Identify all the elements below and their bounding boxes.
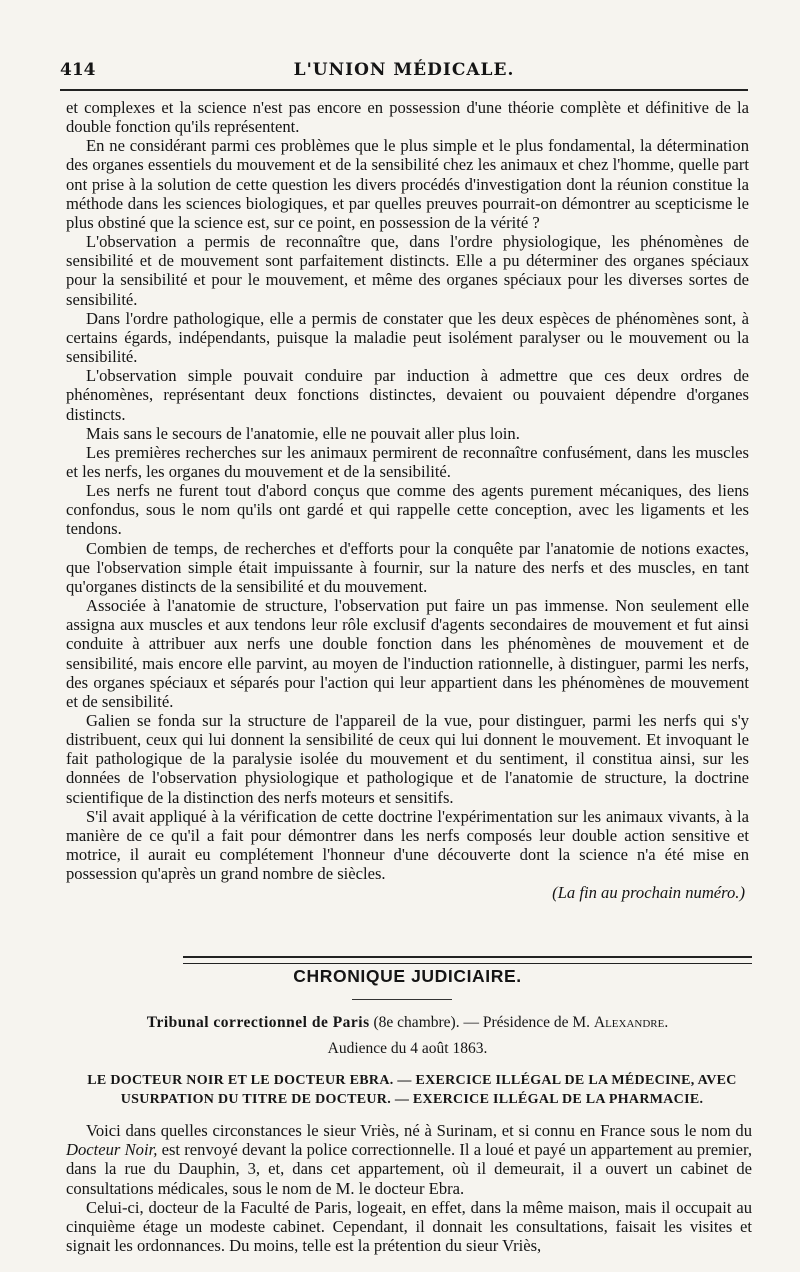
running-head bbox=[60, 56, 748, 86]
chronicle-body bbox=[66, 1121, 752, 1255]
case-heading-line: USURPATION DU TITRE DE DOCTEUR. — EXERCICE ILLÉGAL DE LA PHARMACIE. bbox=[120, 1092, 704, 1107]
hearing-date: Audience du 4 août 1863. bbox=[327, 1040, 488, 1057]
paragraph: Dans l'ordre pathologique, elle a permis de constater que les deux espèces de phénomènes sont, à certains égards, indépendants, puisque la maladie peut isolément paralyser ou le mouvement ou la sensibilité. bbox=[66, 308, 749, 367]
paragraph: Associée à l'anatomie de structure, l'observation put faire un pas immense. Non seulement elle assigna aux muscles et aux tendons leur rôle exclusif d'agents secondaires de mouvement et fut ainsi conduite à attribuer aux nerfs une double fonction dans les phénomènes de mouvement et de sensibilité, mais encore elle parvint, au moyen de l'induction rationnelle, à distinguer, parmi les nerfs, des organes spéciaux et séparés pour l'action qui leur appartient dans les phénomènes de mouvement et de sensibilité. bbox=[66, 596, 749, 711]
case-heading bbox=[72, 1071, 752, 1109]
paragraph bbox=[66, 1121, 752, 1198]
paragraph: S'il avait appliqué à la vérification de cette doctrine l'expérimentation sur les animaux vivants, à la manière de ce qu'il a fait pour démontrer dans les nerfs composés leur double action sensitive et motrice, il aurait eu complétement l'honneur d'une découverte dont la science n'a été mise en possession qu'après un grand nombre de siècles. bbox=[66, 806, 749, 884]
paragraph: Combien de temps, de recherches et d'efforts pour la conquête par l'anatomie de notions exactes, que l'observation simple était impuissante à fournir, sur la nature des nerfs et des muscles, en tant qu'organes distincts de la sensibilité et du mouvement. bbox=[66, 538, 749, 596]
header-rule bbox=[60, 89, 748, 91]
journal-title: L'UNION MÉDICALE. bbox=[293, 60, 515, 80]
paragraph: Galien se fonda sur la structure de l'appareil de la vue, pour distinguer, parmi les nerfs qui s'y distribuent, ceux qui lui donnent la sensibilité de ceux qui lui donnent le mouvement. Et invoquant le fait pathologique de la paralysie isolée du mouvement et du sentiment, il constitua ainsi, sur les données de l'observation physiologique et pathologique et de l'anatomie de structure, la doctrine scientifique de la distinction des nerfs moteurs et sensitifs. bbox=[66, 711, 749, 807]
article-body bbox=[66, 98, 749, 903]
title-underline bbox=[352, 999, 452, 1000]
page-number: 414 bbox=[60, 60, 96, 80]
paragraph: L'observation simple pouvait conduire par induction à admettre que ces deux ordres de phénomènes, représentant deux fonctions distinctes, devaient ou pouvaient dépendre d'organes distincts. bbox=[66, 366, 749, 424]
chamber-info: (8e chambre). — Présidence de M. bbox=[373, 1014, 591, 1031]
president-name: Alexandre. bbox=[593, 1014, 669, 1031]
closing-note: (La fin au prochain numéro.) bbox=[552, 883, 745, 903]
case-heading-line: LE DOCTEUR NOIR ET LE DOCTEUR EBRA. — EXERCICE ILLÉGAL DE LA MÉDECINE, AVEC bbox=[87, 1073, 737, 1088]
paragraph: Celui-ci, docteur de la Faculté de Paris, logeait, en effet, dans la même maison, mais il occupait au cinquième étage un modeste cabinet. Cependant, il donnait les consultations, faisait les visites et signait les ordonnances. Du moins, telle est la prétention du sieur Vriès, bbox=[66, 1197, 752, 1256]
court-name: Tribunal correctionnel de Paris bbox=[146, 1014, 370, 1031]
paragraph: Les nerfs ne furent tout d'abord conçus que comme des agents purement mécaniques, des liens confondus, sous le nom qu'ils ont gardé et qui rappelle cette conception, avec les ligaments et les tendons. bbox=[66, 481, 749, 539]
text-run: Voici dans quelles circonstances le sieur Vriès, né à Surinam, et si connu en France sous le nom du bbox=[86, 1121, 752, 1140]
paragraph: L'observation a permis de reconnaître que, dans l'ordre physiologique, les phénomènes de sensibilité et de mouvement sont parfaitement distincts. Elle a pu déterminer des organes spéciaux pour la sensibilité et pour le mouvement, et même des organes spéciaux pour les diverses sortes de sensibilité. bbox=[66, 232, 749, 309]
paragraph: Mais sans le secours de l'anatomie, elle ne pouvait aller plus loin. bbox=[86, 423, 520, 443]
section-divider bbox=[183, 956, 752, 964]
text-run: est renvoyé devant la police correctionnelle. Il a loué et payé un appartement au premier, dans la rue du Dauphin, 3, et, dans cet appartement, où il demeurait, il a ouvert un cabinet de consultations médicales, sous le nom de M. le docteur Ebra. bbox=[66, 1140, 752, 1198]
paragraph: Les premières recherches sur les animaux permirent de reconnaître confusément, dans les muscles et les nerfs, les organes du mouvement et de la sensibilité. bbox=[66, 442, 749, 481]
paragraph: En ne considérant parmi ces problèmes que le plus simple et le plus fondamental, la détermination des organes essentiels du mouvement et de la sensibilité chez les animaux et chez l'homme, quelle part ont prise à la solution de cette question les divers procédés d'investigation dont la réunion constitue la méthode dans les sciences biologiques, et par quelles preuves pourrait-on démontrer au scepticisme le plus obstiné que la science est, sur ce point, en possession de la vérité ? bbox=[66, 136, 749, 232]
section-title: CHRONIQUE JUDICIAIRE. bbox=[293, 966, 522, 986]
italic-name: Docteur Noir, bbox=[66, 1140, 158, 1160]
court-line bbox=[66, 1014, 749, 1032]
paragraph: et complexes et la science n'est pas encore en possession d'une théorie complète et définitive de la double fonction qu'ils représentent. bbox=[66, 98, 749, 137]
